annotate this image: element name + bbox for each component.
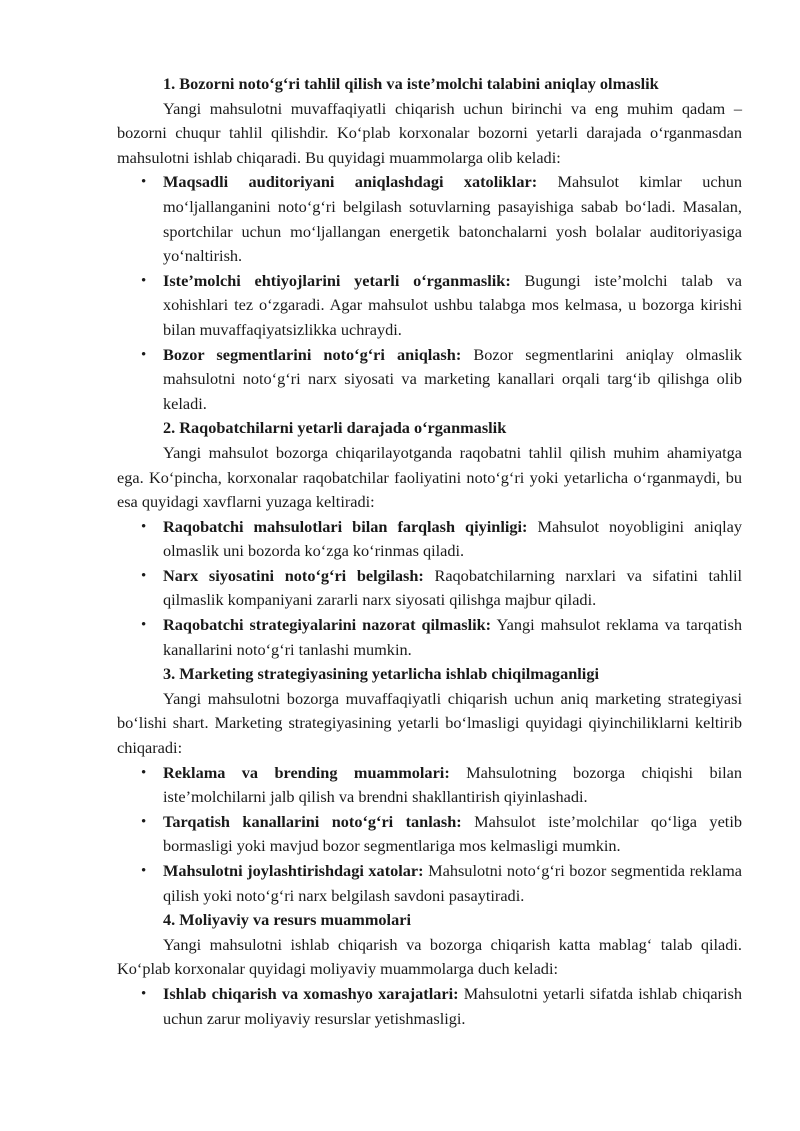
item-term: Bozor segmentlarini noto‘g‘ri aniqlash: [163,344,462,364]
list-item [141,761,742,810]
list-item [141,564,742,613]
item-text: Bozor segmentlarini aniqlay olmaslik mahsulotni noto‘g‘ri narx siyosati va marketing kanallari orqali targ‘ib qilishga olib keladi. [163,344,742,413]
item-term: Tarqatish kanallarini noto‘g‘ri tanlash: [163,811,462,831]
list-item [141,613,743,662]
bullet-list [117,515,742,663]
item-text: Mahsulotni noto‘g‘ri bozor segmentida reklama qilish yoki noto‘g‘ri narx belgilash savdoni pasaytiradi. [163,861,742,905]
bullet-icon: • [141,617,147,634]
item-text: Raqobatchilarning narxlari va sifatini tahlil qilmaslik kompaniyani zararli narx siyosati qilishga majbur qiladi. [163,565,742,610]
item-term: Narx siyosatini noto‘g‘ri belgilash: [163,565,424,585]
item-text: Mahsulot kimlar uchun mo‘ljallanganini noto‘g‘ri belgilash sotuvlarning pasayishiga sabab bo‘ladi. Masalan, sportchilar uchun mo‘ljallangan energetik batonchalarni yosh bolalar auditoriyasiga yo‘naltirish. [163,172,742,266]
item-term: Ishlab chiqarish va xomashyo xarajatlari: [163,983,459,1003]
section-intro: Yangi mahsulot bozorga chiqarilayotganda raqobatni tahlil qilish muhim ahamiyatga ega. Ko‘pincha, korxonalar raqobatchilar faoliyatini noto‘g‘ri yoki yetarlicha o‘rganmaydi, bu esa quyidagi xavflarni yuzaga keltiradi: [117,442,742,512]
section-heading: 2. Raqobatchilarni yetarli darajada o‘rganmaslik [163,418,507,438]
item-text: Bugungi iste’molchi talab va xohishlari tez o‘zgaradi. Agar mahsulot ushbu talabga mos kelmasa, u bozorga kirishi bilan muvaffaqiyatsizlikka uchraydi. [163,270,743,339]
item-text: Mahsulotning bozorga chiqishi bilan iste’molchilarni jalb qilish va brendni shakllantirish qiyinlashadi. [163,762,742,807]
item-text: Yangi mahsulot reklama va tarqatish kanallarini noto‘g‘ri tanlashi mumkin. [163,615,743,659]
bullet-icon: • [141,518,147,535]
item-term: Iste’molchi ehtiyojlarini yetarli o‘rganmaslik: [163,270,511,290]
list-item [141,515,742,564]
bullet-list [117,170,742,416]
item-term: Raqobatchi strategiyalarini nazorat qilmaslik: [163,615,492,635]
bullet-icon: • [141,567,147,584]
item-term: Reklama va brending muammolari: [163,762,450,782]
section-intro: Yangi mahsulotni ishlab chiqarish va bozorga chiqarish katta mablag‘ talab qiladi. Ko‘plab korxonalar quyidagi moliyaviy muammolarga duch keladi: [117,934,742,979]
list-item [141,859,742,908]
section-heading: 4. Moliyaviy va resurs muammolari [163,910,411,930]
list-item [141,982,742,1031]
item-term: Mahsulotni joylashtirishdagi xatolar: [163,861,424,880]
list-item [141,343,742,417]
item-text: Mahsulot noyobligini aniqlay olmaslik uni bozorda ko‘zga ko‘rinmas qiladi. [163,516,742,561]
bullet-icon: • [141,346,147,363]
bullet-icon: • [141,985,147,1002]
bullet-icon: • [141,764,147,781]
item-text: Mahsulotni yetarli sifatda ishlab chiqarish uchun zarur moliyaviy resurslar yetishmasligi. [163,983,742,1028]
list-item [141,810,742,859]
item-term: Maqsadli auditoriyani aniqlashdagi xatoliklar: [163,172,538,192]
list-item [141,269,743,343]
bullet-icon: • [141,174,147,191]
section-heading: 3. Marketing strategiyasining yetarlicha ishlab chiqilmaganligi [163,664,599,684]
bullet-icon: • [141,813,147,830]
list-item [141,170,742,268]
bullet-list [117,982,742,1031]
document-page [117,72,742,1031]
section-intro: Yangi mahsulotni bozorga muvaffaqiyatli chiqarish uchun aniq marketing strategiyasi bo‘lishi shart. Marketing strategiyasining yetarli bo‘lmasligi quyidagi qiyinchiliklarni keltirib chiqaradi: [117,688,742,758]
section-intro: Yangi mahsulotni muvaffaqiyatli chiqarish uchun birinchi va eng muhim qadam – bozorni chuqur tahlil qilishdir. Ko‘plab korxonalar bozorni yetarli darajada o‘rganmasdan mahsulotni ishlab chiqaradi. Bu quyidagi muammolarga olib keladi: [117,98,742,167]
bullet-list [117,761,742,909]
section-heading: 1. Bozorni noto‘g‘ri tahlil qilish va iste’molchi talabini aniqlay olmaslik [163,74,659,93]
bullet-icon: • [141,272,147,289]
item-term: Raqobatchi mahsulotlari bilan farqlash qiyinligi: [163,516,528,536]
bullet-icon: • [141,863,147,879]
item-text: Mahsulot iste’molchilar qo‘liga yetib bormasligi yoki mavjud bozor segmentlariga mos kelmasligi mumkin. [163,811,742,856]
